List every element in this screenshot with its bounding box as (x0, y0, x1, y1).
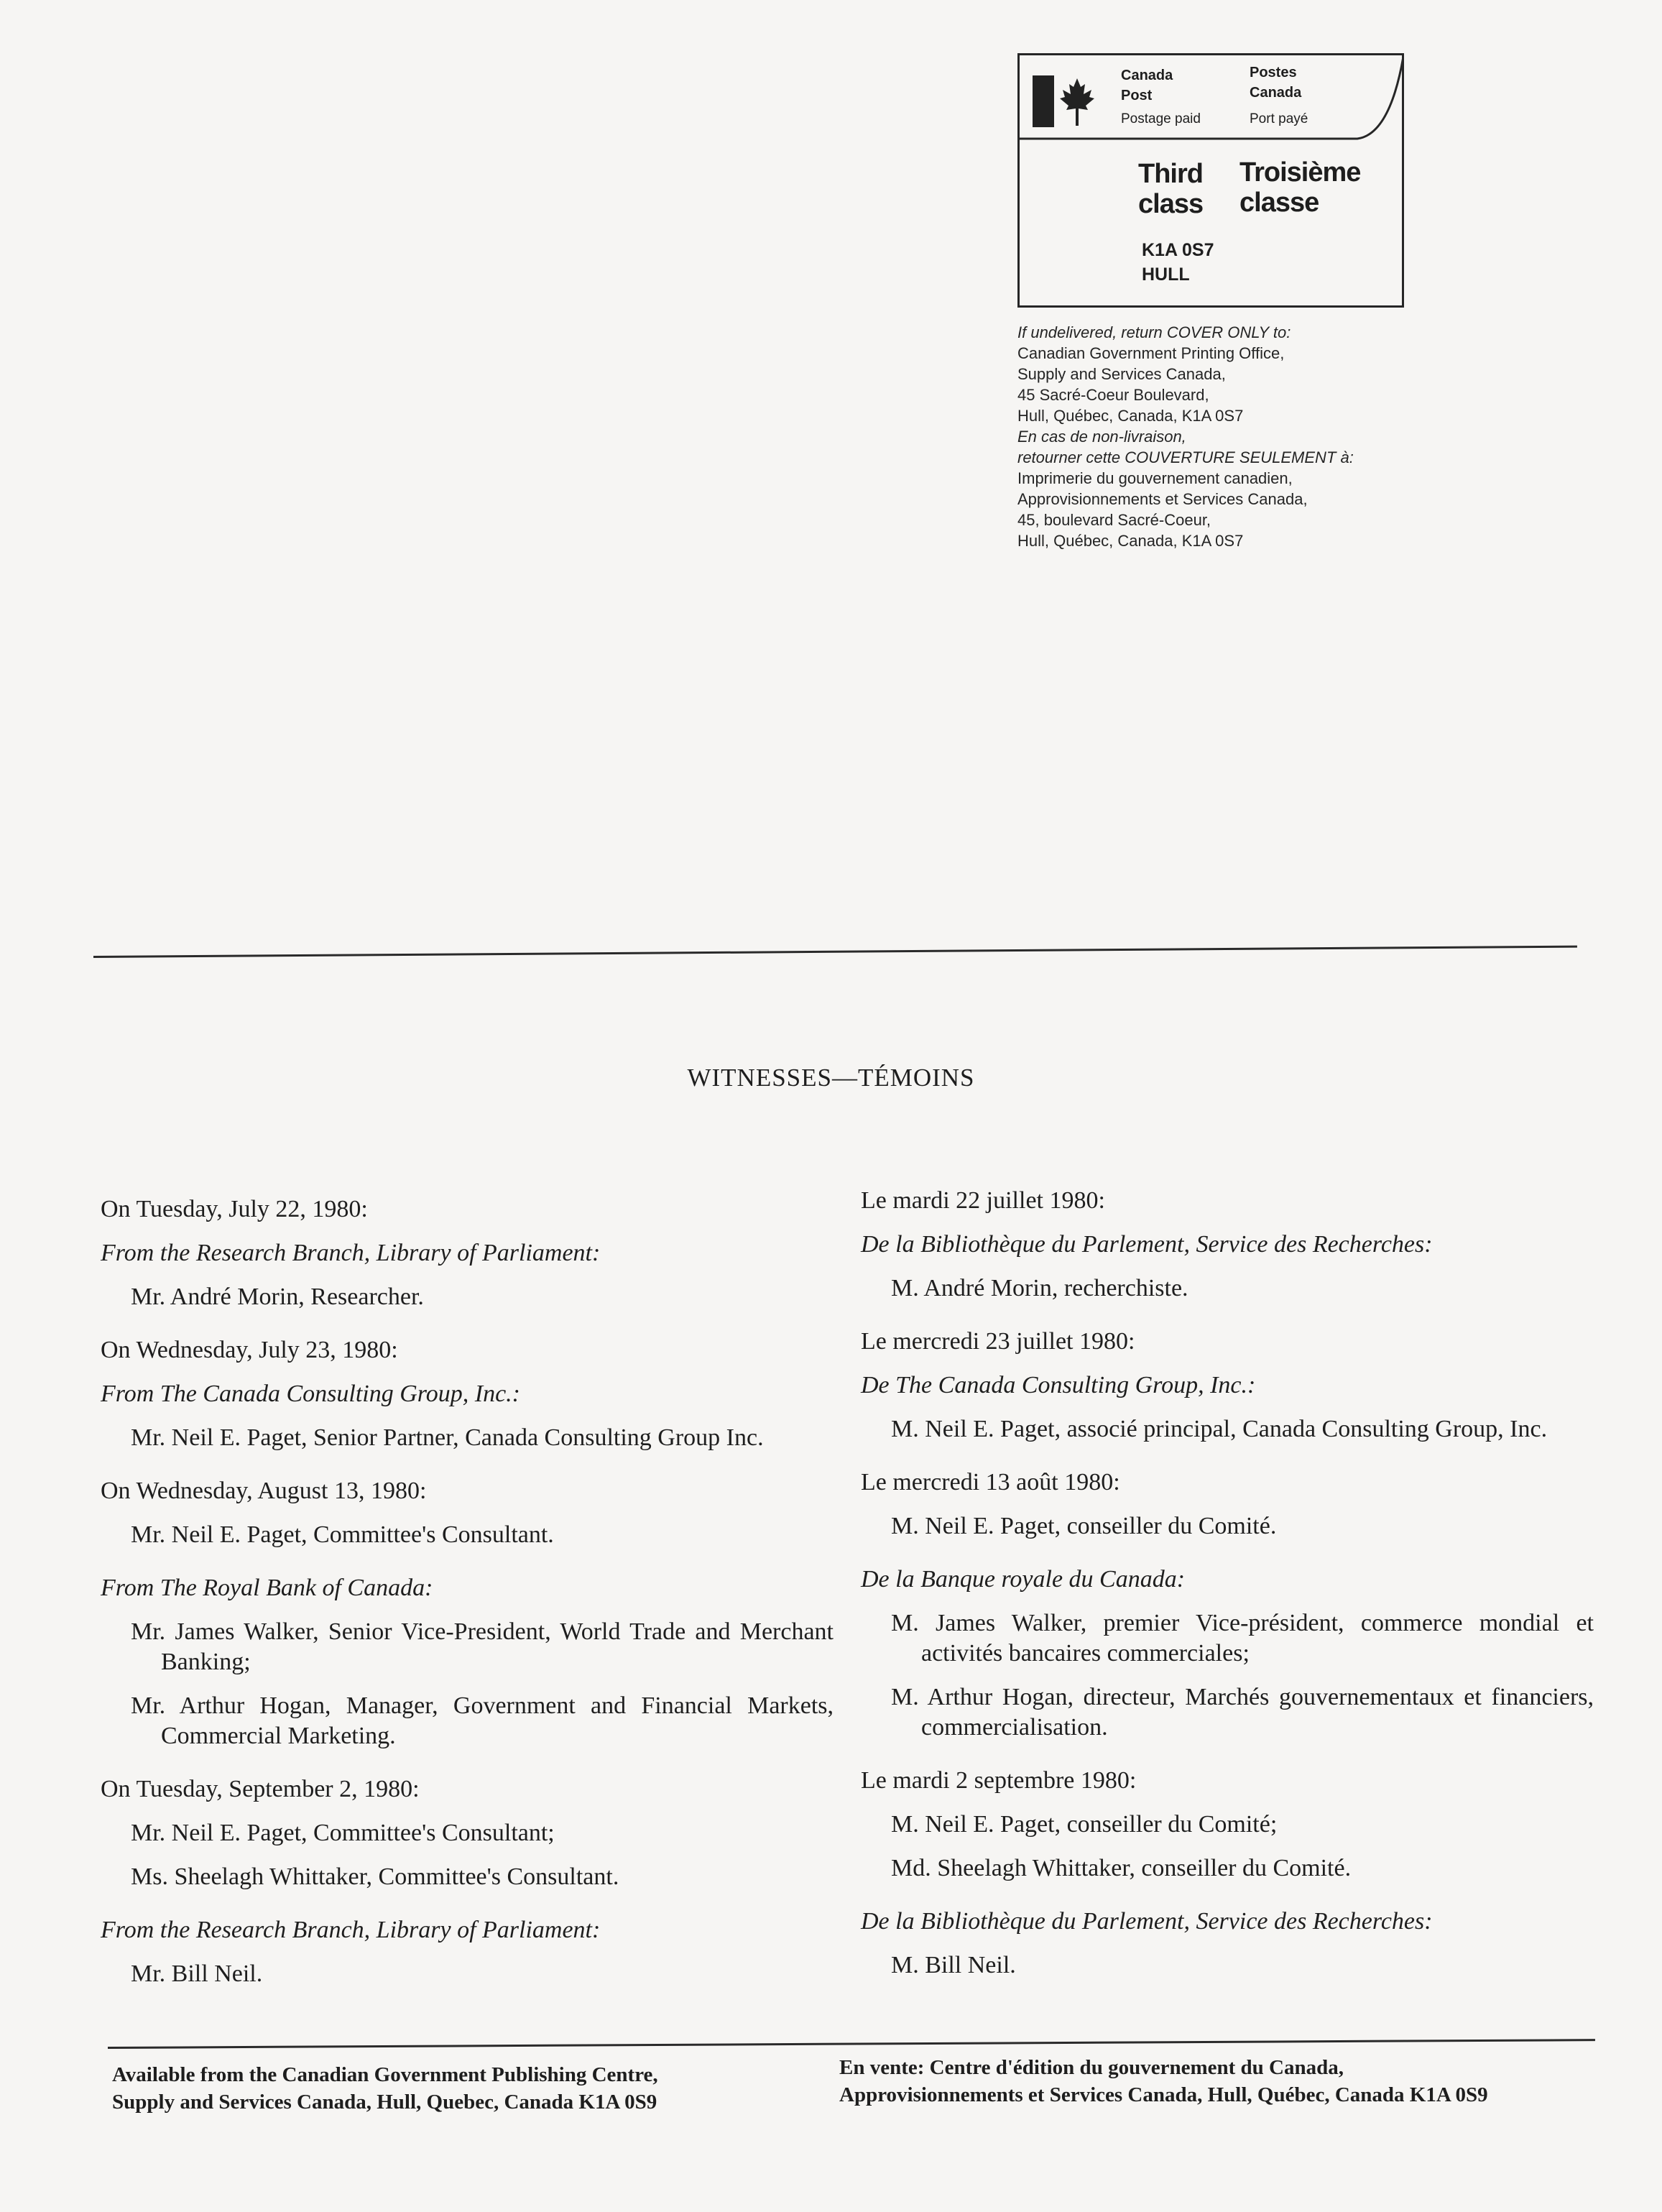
organization: De la Bibliothèque du Parlement, Service des Recherches: (861, 1908, 1433, 1935)
postes-canada-label: Postes Canada (1250, 65, 1302, 101)
hearing-date: On Tuesday, September 2, 1980: (101, 1776, 420, 1802)
witness-entry: Md. Sheelagh Whittaker, conseiller du Comité. (891, 1855, 1352, 1881)
witness-entry: Mr. James Walker, Senior Vice-President, World Trade and Merchant Banking; (131, 1618, 834, 1675)
organization: From The Canada Consulting Group, Inc.: (101, 1381, 520, 1407)
postage-indicia (1017, 53, 1404, 308)
indicia-header (1020, 55, 1404, 140)
hearing-date: Le mardi 2 septembre 1980: (861, 1767, 1137, 1794)
port-paye-label: Port payé (1250, 111, 1308, 126)
hearing-date: On Tuesday, July 22, 1980: (101, 1196, 368, 1222)
postage-paid-label: Postage paid (1121, 111, 1201, 126)
witness-entry: M. Neil E. Paget, associé principal, Canada Consulting Group, Inc. (891, 1416, 1548, 1442)
section-divider (93, 946, 1577, 958)
witness-entry: Mr. Bill Neil. (131, 1960, 263, 1987)
organization: De The Canada Consulting Group, Inc.: (861, 1372, 1256, 1398)
witness-entry: Mr. Neil E. Paget, Senior Partner, Canada Consulting Group Inc. (131, 1424, 764, 1451)
footer-availability-fr: En vente: Centre d'édition du gouvernement du Canada, Approvisionnements et Services Canada, Hull, Québec, Canada K1A 0S9 (839, 2056, 1488, 2106)
witness-entry: M. Bill Neil. (891, 1952, 1016, 1978)
organization: From The Royal Bank of Canada: (101, 1575, 433, 1601)
canada-post-label: Canada Post (1121, 68, 1173, 103)
organization: De la Bibliothèque du Parlement, Service des Recherches: (861, 1231, 1433, 1258)
hearing-date: On Wednesday, August 13, 1980: (101, 1478, 427, 1504)
hearing-date: Le mercredi 13 août 1980: (861, 1469, 1120, 1496)
witness-entry: M. Neil E. Paget, conseiller du Comité; (891, 1811, 1278, 1838)
hearing-date: On Wednesday, July 23, 1980: (101, 1337, 398, 1363)
organization: From the Research Branch, Library of Parliament: (101, 1917, 601, 1943)
witness-entry: M. Neil E. Paget, conseiller du Comité. (891, 1513, 1277, 1539)
witness-entry: M. André Morin, recherchiste. (891, 1275, 1188, 1301)
footer-divider (108, 2039, 1595, 2049)
hearing-date: Le mercredi 23 juillet 1980: (861, 1328, 1135, 1355)
witnesses-french-column (861, 1186, 1594, 1981)
witness-entry: Mr. Neil E. Paget, Committee's Consultant; (131, 1820, 555, 1846)
hearing-date: Le mardi 22 juillet 1980: (861, 1187, 1105, 1214)
organization: From the Research Branch, Library of Parliament: (101, 1240, 601, 1266)
witness-entry: Mr. André Morin, Researcher. (131, 1284, 424, 1310)
footer-availability-en: Available from the Canadian Government Publishing Centre, Supply and Services Canada, Hull, Quebec, Canada K1A 0S9 (112, 2063, 658, 2114)
witness-entry: Ms. Sheelagh Whittaker, Committee's Consultant. (131, 1863, 619, 1890)
third-class-label: Third class (1138, 159, 1204, 219)
return-address: If undelivered, return COVER ONLY to: Canadian Government Printing Office, Supply and Services Canada, 45 Sacré-Coeur Boulevard, Hull, Québec, Canada, K1A 0S7 En cas de non-livraison, retourner cette COUVERTURE SEULEMENT à: Imprimerie du gouvernement canadien, Approvisionnements et Services Canada, 45, boulevard Sacré-Coeur, Hull, Québec, Canada, K1A 0S7 (1017, 323, 1354, 550)
page-title: WITNESSES—TÉMOINS (687, 1064, 975, 1092)
witness-entry: M. James Walker, premier Vice-président, commerce mondial et activités bancaires commerciales; (891, 1610, 1594, 1667)
witness-entry: Mr. Neil E. Paget, Committee's Consultant. (131, 1521, 554, 1548)
organization: De la Banque royale du Canada: (861, 1566, 1186, 1593)
troisieme-classe-label: Troisième classe (1239, 157, 1361, 218)
witness-entry: M. Arthur Hogan, directeur, Marchés gouvernementaux et financiers, commercialisation. (891, 1684, 1594, 1741)
witness-entry: Mr. Arthur Hogan, Manager, Government and Financial Markets, Commercial Marketing. (131, 1692, 834, 1749)
postal-code-city: K1A 0S7 HULL (1142, 240, 1214, 285)
canada-flag-icon (1033, 75, 1096, 127)
witnesses-english-column (101, 1194, 834, 1989)
